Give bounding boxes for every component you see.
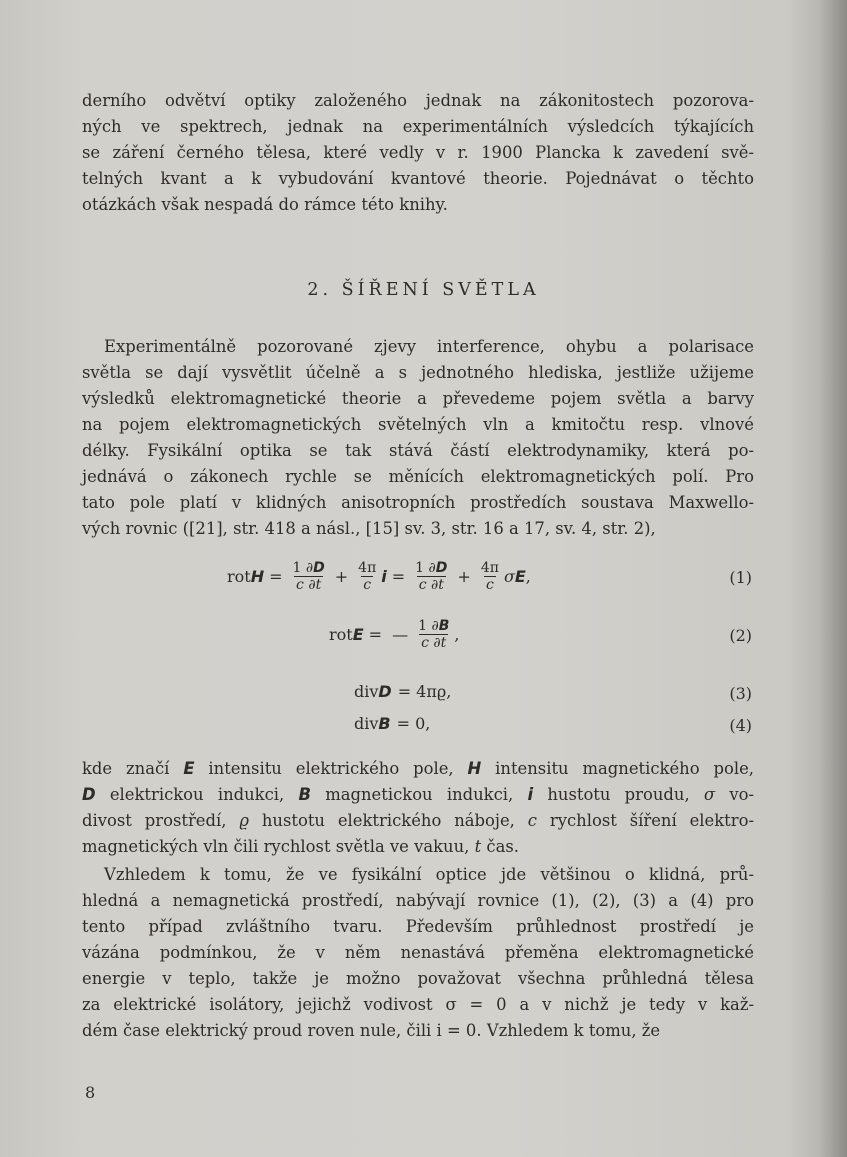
text-line: derního odvětví optiky založeného jednak na zákonitostech pozorova- (82, 91, 754, 110)
text-line (82, 834, 754, 860)
page-number: 8 (85, 1083, 96, 1102)
math-symbol: t (474, 837, 482, 856)
text-segment: magnetickou indukci, (310, 785, 528, 804)
eq3-lhs-vector: D (378, 682, 392, 701)
text-line: tento případ zvláštního tvaru. Především průhlednost prostředí je (82, 917, 754, 936)
equation-number-1: (1) (729, 568, 752, 587)
text-segment: intensitu elektrického pole, (194, 759, 468, 778)
page-edge-shadow (819, 0, 847, 1157)
text-line: hledná a nemagnetická prostředí, nabývají rovnice (1), (2), (3) a (4) pro (82, 891, 754, 910)
text-line: jednává o zákonech rychle se měnících elektromagnetických polí. Pro (82, 467, 754, 486)
eq2-comma: , (454, 625, 460, 644)
paragraph-top (82, 88, 754, 218)
text-line: výsledků elektromagnetické theorie a převedeme pojem světla a barvy (82, 389, 754, 408)
text-line: energie v teplo, takže je možno považovat všechna průhledná tělesa (82, 969, 754, 988)
text-line: vázána podmínkou, že v něm nenastává přeměna elektromagnetické (82, 943, 754, 962)
eq2-minus: — (392, 625, 409, 644)
text-segment: rychlost šíření elektro- (536, 811, 754, 830)
eq2-lhs: rot (329, 625, 353, 644)
eq3-rhs: = 4πϱ, (397, 682, 452, 701)
text-line: dém čase elektrický proud roven nule, čili i = 0. Vzhledem k tomu, že (82, 1021, 661, 1040)
eq2-equals: = (368, 625, 383, 644)
text-line: vých rovnic ([21], str. 418 a násl., [15] sv. 3, str. 16 a 17, sv. 4, str. 2), (82, 519, 656, 538)
eq1-fraction-2: $\frac{4\pi}{c}$ (358, 560, 377, 593)
eq1-comma: , (525, 567, 531, 586)
math-symbol: ϱ (239, 811, 249, 830)
text-line: ných ve spektrech, jednak na experimentálních výsledcích týkajících (82, 117, 754, 136)
math-symbol: c (527, 811, 537, 830)
vector-symbol: D (82, 785, 96, 804)
equation-4 (82, 708, 754, 748)
paragraph-final (82, 862, 754, 1044)
eq4-rhs: = 0, (396, 714, 431, 733)
text-line (82, 808, 754, 834)
vector-symbol: E (183, 759, 195, 778)
eq2-fraction: $\frac{1 \partial B}{c \partial t}$ (418, 618, 450, 651)
equation-number-2: (2) (729, 626, 752, 645)
eq1-fraction-4: $\frac{4\pi}{c}$ (480, 560, 499, 593)
text-segment: kde značí (82, 759, 184, 778)
text-line: se záření černého tělesa, které vedly v r. 1900 Plancka k zavedení svě- (82, 143, 754, 162)
eq1-lhs: rot (227, 567, 251, 586)
equation-number-4: (4) (729, 716, 752, 735)
eq1-e-vector: E (514, 567, 526, 586)
text-line: světla se dají vysvětlit účelně a s jednotného hlediska, jestliže užijeme (82, 363, 754, 382)
vector-symbol: B (298, 785, 311, 804)
text-segment: hustotu elektrického náboje, (248, 811, 528, 830)
section-heading: 2. ŠÍŘENÍ SVĚTLA (307, 280, 540, 300)
text-line: Experimentálně pozorované zjevy interference, ohybu a polarisace (104, 337, 754, 356)
eq1-lhs-vector: H (250, 567, 265, 586)
eq1-current-vector: i (381, 567, 387, 586)
text-segment: intensitu magnetického pole, (481, 759, 755, 778)
text-line: Vzhledem k tomu, že ve fysikální optice jde většinou o klidná, prů- (104, 865, 754, 884)
eq1-plus-1: + (334, 567, 349, 586)
text-segment: magnetických vln čili rychlost světla ve vakuu, (82, 837, 475, 856)
equation-number-3: (3) (729, 684, 752, 703)
text-line: na pojem elektromagnetických světelných vln a kmitočtu resp. vlnové (82, 415, 754, 434)
eq1-fraction-3: $\frac{1 \partial D}{c \partial t}$ (415, 560, 448, 593)
text-segment: čas. (481, 837, 519, 856)
text-segment: vo- (715, 785, 754, 804)
text-line (82, 756, 754, 782)
text-line: délky. Fysikální optika se tak stává částí elektrodynamiky, která po- (82, 441, 754, 460)
text-segment: elektrickou indukci, (95, 785, 299, 804)
eq4-lhs: div (354, 714, 379, 733)
eq1-plus-2: + (457, 567, 471, 586)
eq1-sigma: σ (503, 567, 515, 586)
text-segment: hustotu proudu, (533, 785, 704, 804)
text-line: otázkách však nespadá do rámce této knihy. (82, 195, 448, 214)
eq2-lhs-vector: E (352, 625, 364, 644)
text-segment: divost prostředí, (82, 811, 240, 830)
paragraph-intro (82, 334, 754, 542)
equation-2 (82, 618, 754, 658)
equation-1 (82, 560, 754, 600)
vector-symbol: H (467, 759, 482, 778)
text-line: telných kvant a k vybudování kvantové theorie. Pojednávat o těchto (82, 169, 754, 188)
math-symbol: σ (703, 785, 716, 804)
text-line: za elektrické isolátory, jejichž vodivost σ = 0 a v nichž je tedy v kaž- (82, 995, 754, 1014)
vector-symbol: i (527, 785, 534, 804)
eq3-lhs: div (354, 682, 379, 701)
text-line: tato pole platí v klidných anisotropních prostředích soustava Maxwello- (82, 493, 754, 512)
eq1-equals-2: = (391, 567, 406, 586)
eq4-lhs-vector: B (378, 714, 391, 733)
eq1-fraction-1: $\frac{1 \partial D}{c \partial t}$ (292, 560, 325, 593)
text-line (82, 782, 754, 808)
paragraph-definitions (82, 756, 754, 860)
eq1-equals: = (269, 567, 283, 586)
